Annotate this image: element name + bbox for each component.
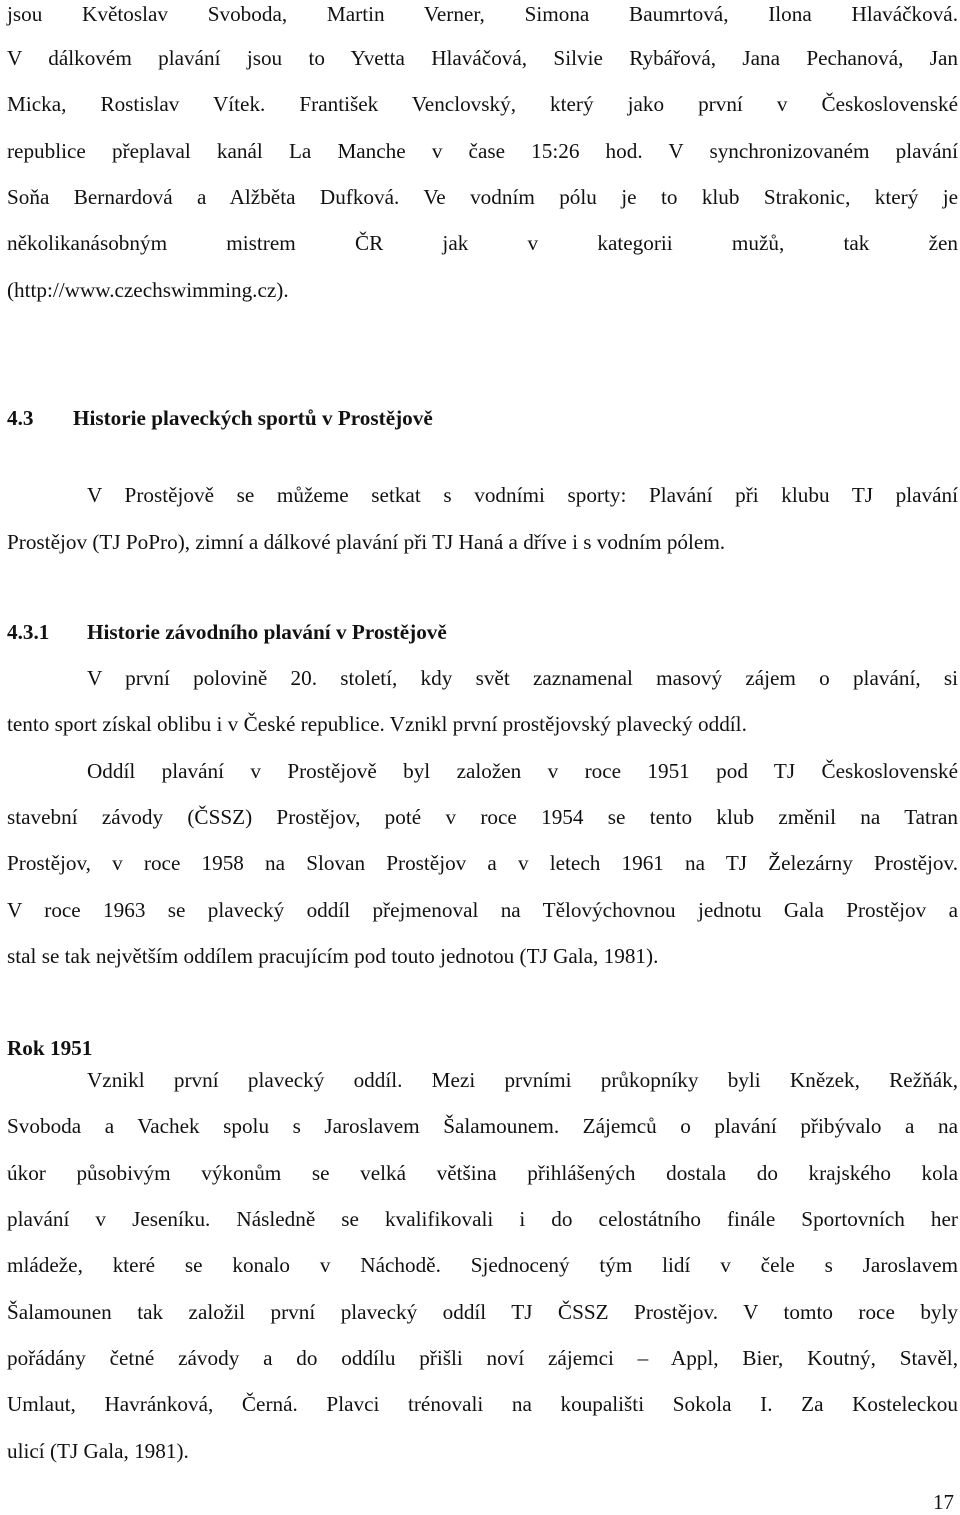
body-text-line: stal se tak největším oddílem pracujícím pod touto jednotou (TJ Gala, 1981).: [7, 944, 659, 968]
body-text-line: V Prostějově se můžeme setkat s vodními sporty: Plavání při klubu TJ plavání: [87, 483, 958, 507]
body-text-line: Prostějov, v roce 1958 na Slovan Prostějov a v letech 1961 na TJ Železárny Prostějov.: [7, 851, 958, 875]
page-number: 17: [933, 1490, 954, 1514]
subsection-number: 4.3.1: [7, 620, 50, 644]
section-heading: [7, 404, 958, 432]
body-text-line: Prostějov (TJ PoPro), zimní a dálkové plavání při TJ Haná a dříve i s vodním pólem.: [7, 530, 726, 554]
body-text-line: Oddíl plavání v Prostějově byl založen v roce 1951 pod TJ Československé: [87, 759, 958, 783]
body-text-line: Šalamounen tak založil první plavecký oddíl TJ ČSSZ Prostějov. V tomto roce byly: [7, 1300, 958, 1324]
body-text-line: tento sport získal oblibu i v České republice. Vznikl první prostějovský plavecký oddíl.: [7, 712, 747, 736]
body-text-line: stavební závody (ČSSZ) Prostějov, poté v roce 1954 se tento klub změnil na Tatran: [7, 805, 958, 829]
body-text-line: Micka, Rostislav Vítek. František Venclovský, který jako první v Československé: [7, 92, 958, 116]
body-text-line: V první polovině 20. století, kdy svět zaznamenal masový zájem o plavání, si: [87, 666, 958, 690]
body-text-line: (http://www.czechswimming.cz).: [7, 278, 289, 302]
document-page: [7, 0, 958, 1515]
body-text-line: jsou Květoslav Svoboda, Martin Verner, Simona Baumrtová, Ilona Hlaváčková.: [7, 2, 958, 26]
body-text-line: úkor působivým výkonům se velká většina přihlášených dostala do krajského kola: [7, 1161, 958, 1185]
body-text-line: V roce 1963 se plavecký oddíl přejmenoval na Tělovýchovnou jednotu Gala Prostějov a: [7, 898, 958, 922]
body-text-line: republice přeplaval kanál La Manche v čase 15:26 hod. V synchronizovaném plavání: [7, 139, 958, 163]
body-text-line: mládeže, které se konalo v Náchodě. Sjednocený tým lidí v čele s Jaroslavem: [7, 1253, 958, 1277]
section-title: Historie plaveckých sportů v Prostějově: [73, 406, 433, 430]
section-number: 4.3: [7, 406, 34, 430]
body-text-line: několikanásobným mistrem ČR jak v kategorii mužů, tak žen: [7, 231, 958, 255]
body-text-line: Umlaut, Havránková, Černá. Plavci trénovali na koupališti Sokola I. Za Kosteleckou: [7, 1392, 958, 1416]
body-text-line: V dálkovém plavání jsou to Yvetta Hlaváčová, Silvie Rybářová, Jana Pechanová, Jan: [7, 46, 958, 70]
body-text-line: Soňa Bernardová a Alžběta Dufková. Ve vodním pólu je to klub Strakonic, který je: [7, 185, 958, 209]
body-text-line: Svoboda a Vachek spolu s Jaroslavem Šalamounem. Zájemců o plavání přibývalo a na: [7, 1114, 958, 1138]
body-text-line: ulicí (TJ Gala, 1981).: [7, 1439, 189, 1463]
subsection-heading: [7, 618, 958, 646]
body-text-line: pořádány četné závody a do oddílu přišli noví zájemci – Appl, Bier, Koutný, Stavěl,: [7, 1346, 958, 1370]
year-heading: Rok 1951: [7, 1036, 93, 1060]
body-text-line: plavání v Jeseníku. Následně se kvalifikovali i do celostátního finále Sportovních her: [7, 1207, 958, 1231]
subsection-title: Historie závodního plavání v Prostějově: [87, 620, 447, 644]
body-text-line: Vznikl první plavecký oddíl. Mezi prvními průkopníky byli Knězek, Režňák,: [87, 1068, 958, 1092]
